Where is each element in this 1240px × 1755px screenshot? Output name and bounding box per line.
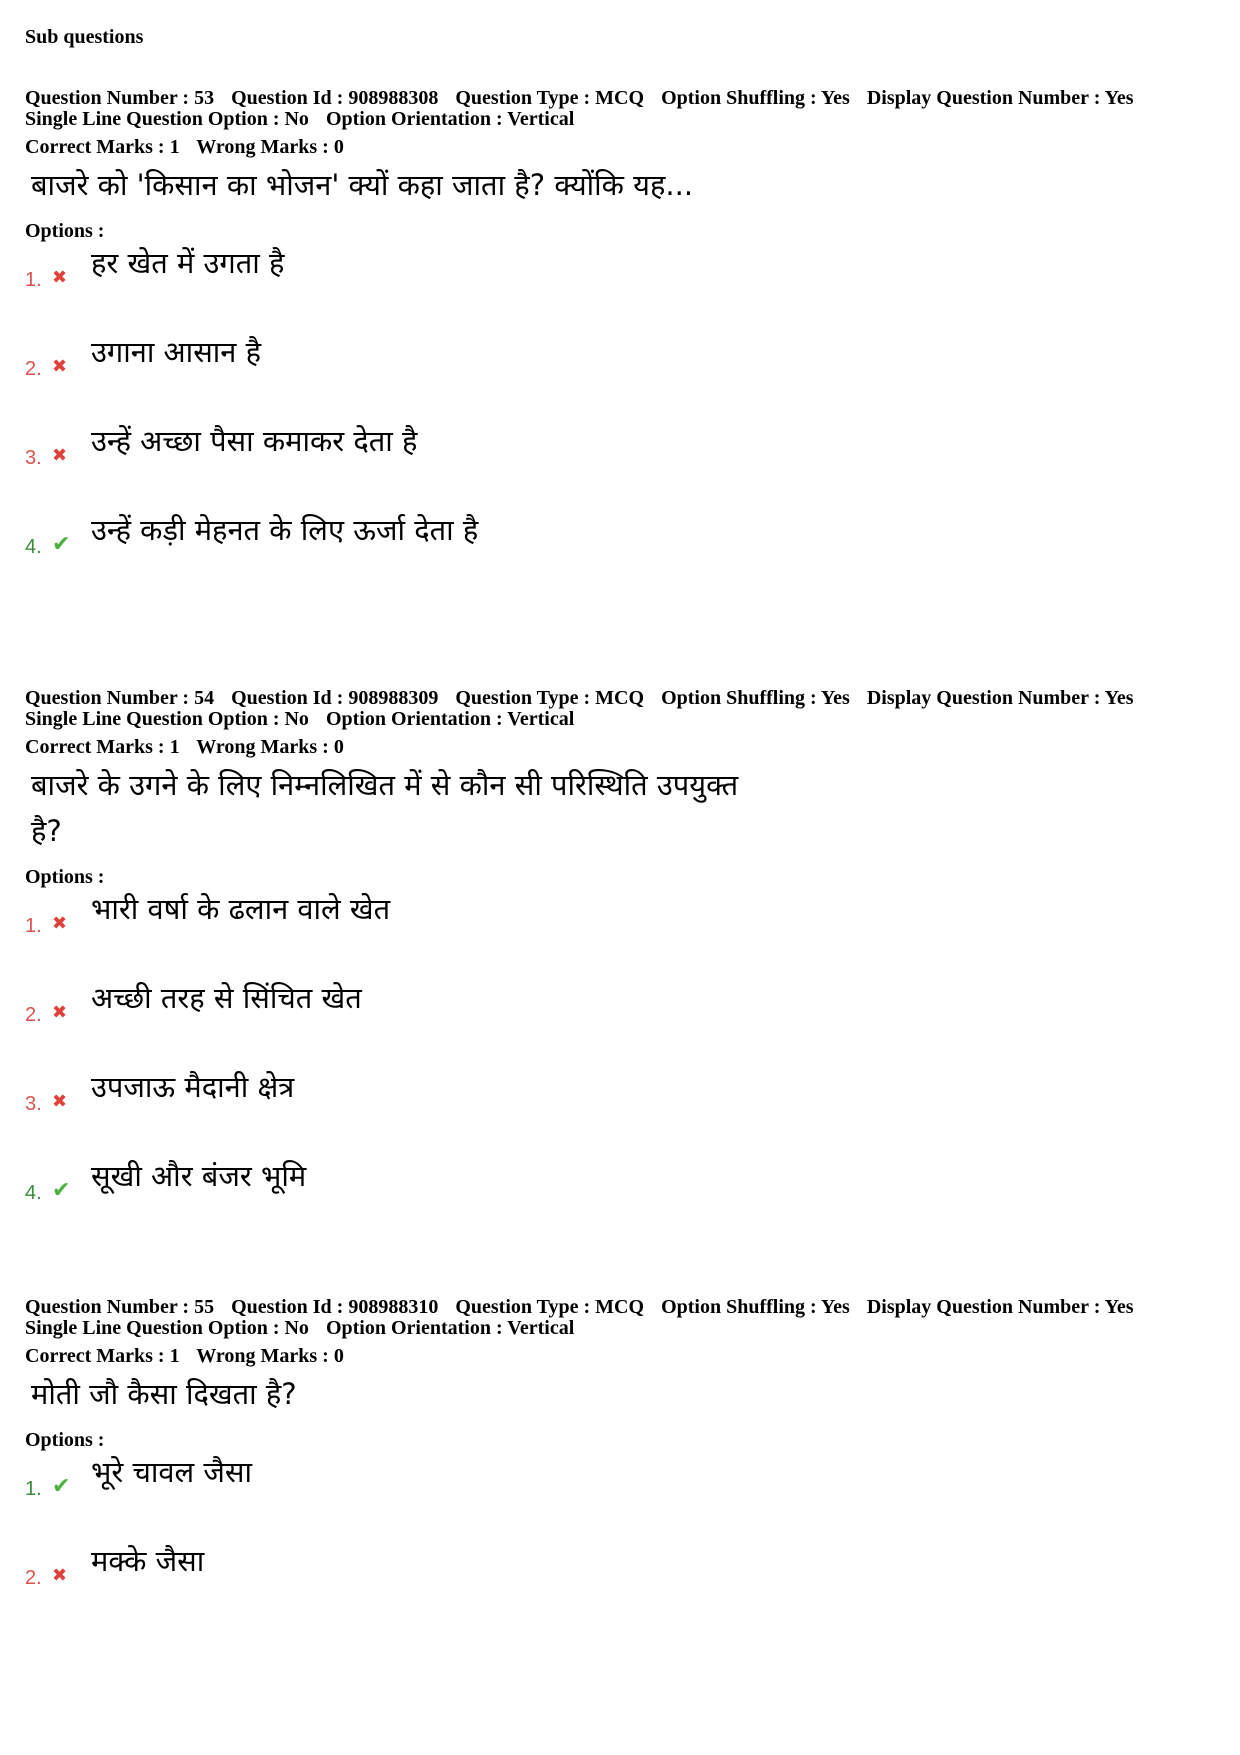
option-4 bbox=[25, 510, 1215, 599]
question-text: बाजरे को 'किसान का भोजन' क्यों कहा जाता है? क्योंकि यह... bbox=[31, 168, 694, 202]
option-shuffling: Option Shuffling : Yes bbox=[661, 1296, 850, 1318]
option-2 bbox=[25, 1541, 1215, 1630]
question-type: Question Type : MCQ bbox=[455, 687, 645, 709]
option-text: भारी वर्षा के ढलान वाले खेत bbox=[91, 892, 391, 926]
question-text: बाजरे के उगने के लिए निम्नलिखित में से कौन सी परिस्थिति उपयुक्त है? bbox=[31, 768, 739, 848]
option-3 bbox=[25, 1067, 1215, 1156]
option-number: 2. bbox=[25, 1567, 42, 1589]
cross-icon: ✖ bbox=[52, 1565, 68, 1586]
option-shuffling: Option Shuffling : Yes bbox=[661, 87, 850, 109]
option-orientation: Option Orientation : Vertical bbox=[325, 1317, 575, 1339]
question-type: Question Type : MCQ bbox=[455, 1296, 645, 1318]
option-text: मक्के जैसा bbox=[91, 1544, 205, 1578]
correct-marks: Correct Marks : 1 bbox=[25, 1345, 180, 1367]
question-number: Question Number : 55 bbox=[25, 1296, 215, 1318]
option-number: 3. bbox=[25, 1093, 42, 1115]
option-orientation: Option Orientation : Vertical bbox=[325, 108, 575, 130]
question-id: Question Id : 908988308 bbox=[231, 87, 439, 109]
option-number: 3. bbox=[25, 447, 42, 469]
single-line-option: Single Line Question Option : No bbox=[25, 108, 309, 130]
option-text: उगाना आसान है bbox=[91, 335, 262, 369]
option-text: उपजाऊ मैदानी क्षेत्र bbox=[91, 1070, 295, 1104]
options-label: Options : bbox=[25, 1429, 105, 1451]
option-text: हर खेत में उगता है bbox=[91, 246, 285, 280]
question-meta-line1 bbox=[25, 688, 1215, 709]
option-text: उन्हें अच्छा पैसा कमाकर देता है bbox=[91, 424, 418, 458]
display-question-number: Display Question Number : Yes bbox=[866, 687, 1134, 709]
question-54 bbox=[25, 688, 1215, 1245]
display-question-number: Display Question Number : Yes bbox=[866, 87, 1134, 109]
correct-marks: Correct Marks : 1 bbox=[25, 136, 180, 158]
options-label: Options : bbox=[25, 866, 105, 888]
question-53 bbox=[25, 88, 1215, 599]
option-number: 1. bbox=[25, 915, 42, 937]
cross-icon: ✖ bbox=[52, 1002, 68, 1023]
question-meta-line2 bbox=[25, 1318, 1215, 1339]
question-text: मोती जौ कैसा दिखता है? bbox=[31, 1377, 297, 1411]
option-number: 1. bbox=[25, 1478, 42, 1500]
option-4 bbox=[25, 1156, 1215, 1245]
question-meta-line1 bbox=[25, 88, 1215, 109]
correct-marks: Correct Marks : 1 bbox=[25, 736, 180, 758]
question-number: Question Number : 53 bbox=[25, 87, 215, 109]
cross-icon: ✖ bbox=[52, 913, 68, 934]
question-meta-line1 bbox=[25, 1297, 1215, 1318]
question-meta-line2 bbox=[25, 709, 1215, 730]
wrong-marks: Wrong Marks : 0 bbox=[196, 136, 344, 158]
option-shuffling: Option Shuffling : Yes bbox=[661, 687, 850, 709]
option-1 bbox=[25, 243, 1215, 332]
cross-icon: ✖ bbox=[52, 356, 68, 377]
question-id: Question Id : 908988309 bbox=[231, 687, 439, 709]
option-text: भूरे चावल जैसा bbox=[91, 1455, 253, 1489]
check-icon: ✔ bbox=[52, 1474, 71, 1499]
option-text: सूखी और बंजर भूमि bbox=[91, 1159, 307, 1193]
question-meta-line2 bbox=[25, 109, 1215, 130]
options-label: Options : bbox=[25, 220, 105, 242]
option-1 bbox=[25, 1452, 1215, 1541]
option-orientation: Option Orientation : Vertical bbox=[325, 708, 575, 730]
display-question-number: Display Question Number : Yes bbox=[866, 1296, 1134, 1318]
single-line-option: Single Line Question Option : No bbox=[25, 1317, 309, 1339]
question-marks bbox=[25, 137, 1215, 158]
wrong-marks: Wrong Marks : 0 bbox=[196, 736, 344, 758]
option-number: 4. bbox=[25, 536, 42, 558]
wrong-marks: Wrong Marks : 0 bbox=[196, 1345, 344, 1367]
check-icon: ✔ bbox=[52, 532, 71, 557]
option-number: 4. bbox=[25, 1182, 42, 1204]
question-marks bbox=[25, 737, 1215, 758]
check-icon: ✔ bbox=[52, 1178, 71, 1203]
option-number: 1. bbox=[25, 269, 42, 291]
cross-icon: ✖ bbox=[52, 1091, 68, 1112]
option-text: अच्छी तरह से सिंचित खेत bbox=[91, 981, 362, 1015]
option-text: उन्हें कड़ी मेहनत के लिए ऊर्जा देता है bbox=[91, 513, 479, 547]
option-2 bbox=[25, 978, 1215, 1067]
option-1 bbox=[25, 889, 1215, 978]
option-number: 2. bbox=[25, 358, 42, 380]
option-number: 2. bbox=[25, 1004, 42, 1026]
question-number: Question Number : 54 bbox=[25, 687, 215, 709]
option-3 bbox=[25, 421, 1215, 510]
question-id: Question Id : 908988310 bbox=[231, 1296, 439, 1318]
section-title: Sub questions bbox=[25, 26, 144, 48]
option-2 bbox=[25, 332, 1215, 421]
cross-icon: ✖ bbox=[52, 445, 68, 466]
question-type: Question Type : MCQ bbox=[455, 87, 645, 109]
single-line-option: Single Line Question Option : No bbox=[25, 708, 309, 730]
question-marks bbox=[25, 1346, 1215, 1367]
question-55 bbox=[25, 1297, 1215, 1630]
cross-icon: ✖ bbox=[52, 267, 68, 288]
